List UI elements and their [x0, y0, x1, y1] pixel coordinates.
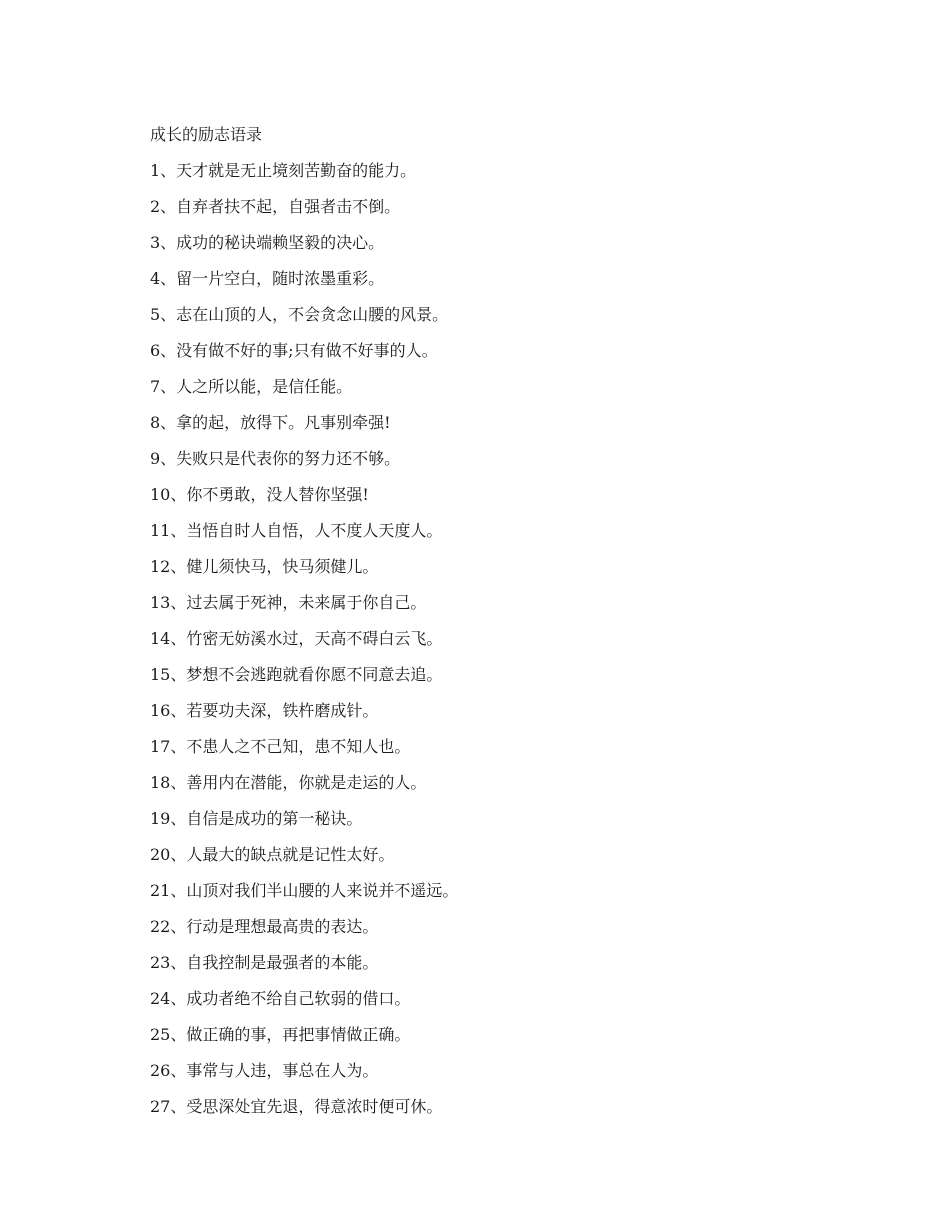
quote-item: 17、不患人之不己知，患不知人也。: [150, 737, 411, 756]
quote-item: 15、梦想不会逃跑就看你愿不同意去追。: [150, 665, 443, 684]
quote-item: 27、受思深处宜先退，得意浓时便可休。: [150, 1097, 443, 1116]
quote-list: [150, 159, 850, 1119]
quote-item: 9、失败只是代表你的努力还不够。: [150, 449, 401, 468]
quote-item: 24、成功者绝不给自己软弱的借口。: [150, 989, 411, 1008]
quote-item: 8、拿的起，放得下。凡事别牵强!: [150, 413, 391, 432]
quote-item: 26、事常与人违，事总在人为。: [150, 1061, 379, 1080]
quote-item: 4、留一片空白，随时浓墨重彩。: [150, 269, 385, 288]
quote-item: 22、行动是理想最高贵的表达。: [150, 917, 379, 936]
quote-item: 10、你不勇敢，没人替你坚强!: [150, 485, 369, 504]
quote-item: 20、人最大的缺点就是记性太好。: [150, 845, 395, 864]
quote-item: 21、山顶对我们半山腰的人来说并不遥远。: [150, 881, 459, 900]
quote-item: 14、竹密无妨溪水过，天高不碍白云飞。: [150, 629, 443, 648]
quote-item: 2、自弃者扶不起，自强者击不倒。: [150, 197, 401, 216]
quote-item: 25、做正确的事，再把事情做正确。: [150, 1025, 411, 1044]
document-title: 成长的励志语录: [150, 125, 263, 144]
quote-item: 7、人之所以能，是信任能。: [150, 377, 353, 396]
quote-item: 19、自信是成功的第一秘诀。: [150, 809, 363, 828]
quote-item: 11、当悟自时人自悟，人不度人天度人。: [150, 521, 443, 540]
quote-item: 5、志在山顶的人，不会贪念山腰的风景。: [150, 305, 449, 324]
quote-item: 1、天才就是无止境刻苦勤奋的能力。: [150, 161, 417, 180]
quote-item: 13、过去属于死神，未来属于你自己。: [150, 593, 427, 612]
quote-item: 12、健儿须快马，快马须健儿。: [150, 557, 379, 576]
quote-item: 18、善用内在潜能，你就是走运的人。: [150, 773, 427, 792]
quote-item: 23、自我控制是最强者的本能。: [150, 953, 379, 972]
document-content: [150, 123, 850, 1131]
quote-item: 3、成功的秘诀端赖坚毅的决心。: [150, 233, 385, 252]
quote-item: 6、没有做不好的事;只有做不好事的人。: [150, 341, 438, 360]
quote-item: 16、若要功夫深，铁杵磨成针。: [150, 701, 379, 720]
